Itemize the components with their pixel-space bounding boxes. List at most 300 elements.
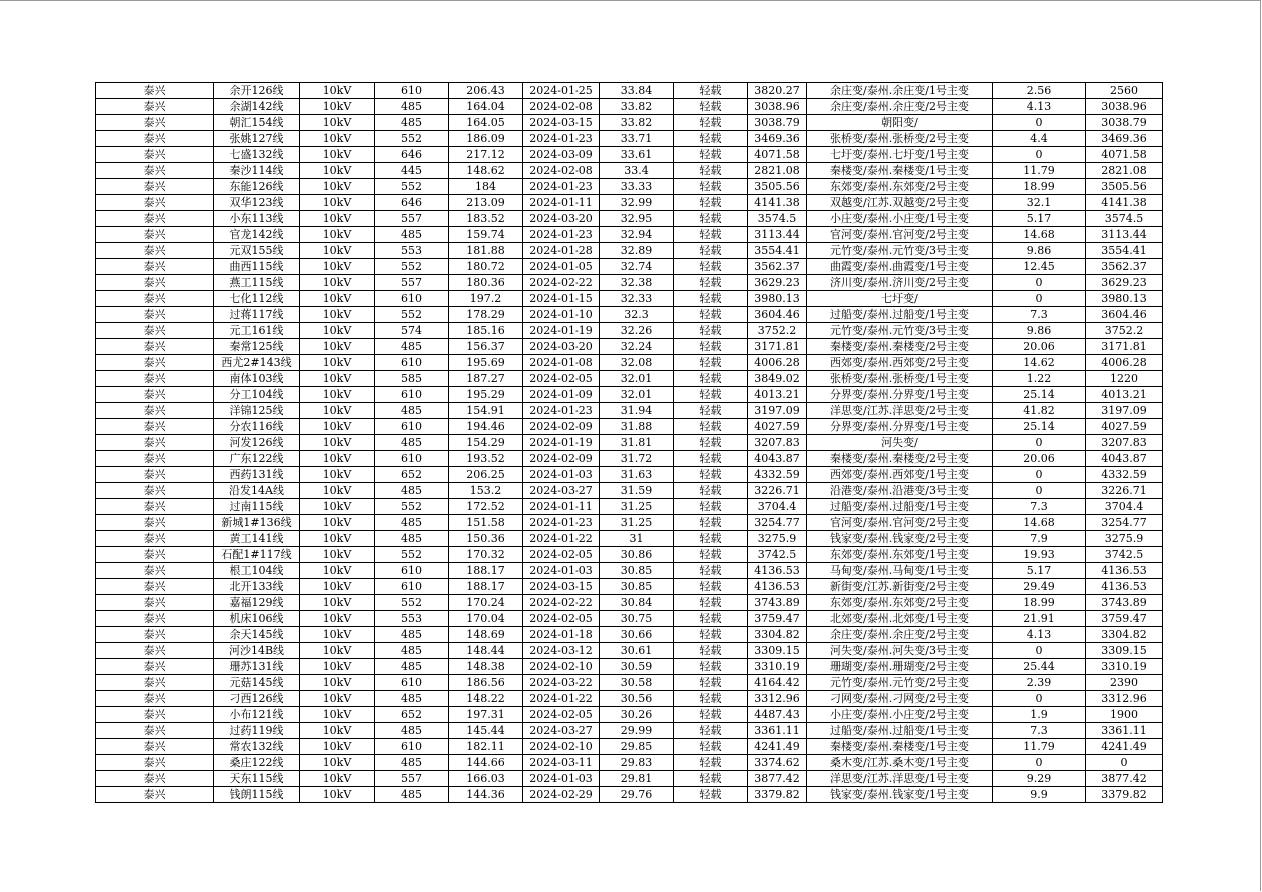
- line-name-cell: 分工104线: [214, 387, 300, 403]
- transformer-rate-cell: 18.99: [993, 595, 1086, 611]
- date-cell: 2024-01-28: [523, 243, 600, 259]
- load-cell: 148.38: [449, 659, 523, 675]
- region-cell: 泰兴: [96, 163, 214, 179]
- capacity-cell: 553: [375, 243, 449, 259]
- table-row: [96, 323, 1163, 339]
- voltage-cell: 10kV: [300, 339, 375, 355]
- remaining-cell: 3171.81: [748, 339, 807, 355]
- voltage-cell: 10kV: [300, 323, 375, 339]
- load-cell: 164.04: [449, 99, 523, 115]
- load-cell: 148.44: [449, 643, 523, 659]
- transformer-rate-cell: 12.45: [993, 259, 1086, 275]
- substation-cell: 张桥变/泰州.张桥变/2号主变: [807, 131, 993, 147]
- line-name-cell: 过药119线: [214, 723, 300, 739]
- table-row: [96, 131, 1163, 147]
- transformer-rate-cell: 0: [993, 115, 1086, 131]
- transformer-rate-cell: 0: [993, 691, 1086, 707]
- status-cell: 轻载: [674, 675, 748, 691]
- date-cell: 2024-01-11: [523, 499, 600, 515]
- transformer-rate-cell: 32.1: [993, 195, 1086, 211]
- remaining-cell: 4006.28: [748, 355, 807, 371]
- status-cell: 轻载: [674, 131, 748, 147]
- region-cell: 泰兴: [96, 83, 214, 99]
- transformer-rate-cell: 14.68: [993, 227, 1086, 243]
- transformer-rate-cell: 4.13: [993, 627, 1086, 643]
- transformer-rate-cell: 0: [993, 147, 1086, 163]
- load-cell: 182.11: [449, 739, 523, 755]
- capacity-cell: 610: [375, 675, 449, 691]
- capacity-cell: 485: [375, 627, 449, 643]
- voltage-cell: 10kV: [300, 467, 375, 483]
- remaining-cell: 3275.9: [748, 531, 807, 547]
- line-name-cell: 新城1#136线: [214, 515, 300, 531]
- date-cell: 2024-03-27: [523, 723, 600, 739]
- line-name-cell: 钱朗115线: [214, 787, 300, 803]
- voltage-cell: 10kV: [300, 163, 375, 179]
- remaining-cell: 3574.5: [748, 211, 807, 227]
- capacity-cell: 552: [375, 595, 449, 611]
- load-rate-cell: 32.95: [600, 211, 674, 227]
- transformer-rate-cell: 11.79: [993, 739, 1086, 755]
- substation-cell: 马甸变/泰州.马甸变/1号主变: [807, 563, 993, 579]
- voltage-cell: 10kV: [300, 659, 375, 675]
- load-rate-cell: 32.74: [600, 259, 674, 275]
- available-cell: 4071.58: [1086, 147, 1163, 163]
- status-cell: 轻载: [674, 371, 748, 387]
- load-cell: 206.43: [449, 83, 523, 99]
- status-cell: 轻载: [674, 227, 748, 243]
- substation-cell: 桑木变/江苏.桑木变/1号主变: [807, 755, 993, 771]
- available-cell: 3171.81: [1086, 339, 1163, 355]
- available-cell: 3197.09: [1086, 403, 1163, 419]
- date-cell: 2024-01-10: [523, 307, 600, 323]
- line-name-cell: 七盛132线: [214, 147, 300, 163]
- transformer-rate-cell: 2.56: [993, 83, 1086, 99]
- load-rate-cell: 31.72: [600, 451, 674, 467]
- table-row: [96, 435, 1163, 451]
- substation-cell: 分界变/泰州.分界变/1号主变: [807, 387, 993, 403]
- status-cell: 轻载: [674, 707, 748, 723]
- transformer-rate-cell: 14.62: [993, 355, 1086, 371]
- date-cell: 2024-02-08: [523, 163, 600, 179]
- region-cell: 泰兴: [96, 195, 214, 211]
- substation-cell: 过船变/泰州.过船变/1号主变: [807, 723, 993, 739]
- date-cell: 2024-03-11: [523, 755, 600, 771]
- available-cell: 3469.36: [1086, 131, 1163, 147]
- available-cell: 3980.13: [1086, 291, 1163, 307]
- region-cell: 泰兴: [96, 259, 214, 275]
- voltage-cell: 10kV: [300, 691, 375, 707]
- table-row: [96, 707, 1163, 723]
- date-cell: 2024-03-20: [523, 211, 600, 227]
- load-rate-cell: 32.08: [600, 355, 674, 371]
- available-cell: 2560: [1086, 83, 1163, 99]
- voltage-cell: 10kV: [300, 739, 375, 755]
- table-row: [96, 227, 1163, 243]
- voltage-cell: 10kV: [300, 355, 375, 371]
- available-cell: 3877.42: [1086, 771, 1163, 787]
- voltage-cell: 10kV: [300, 771, 375, 787]
- date-cell: 2024-01-11: [523, 195, 600, 211]
- voltage-cell: 10kV: [300, 227, 375, 243]
- date-cell: 2024-01-08: [523, 355, 600, 371]
- status-cell: 轻载: [674, 467, 748, 483]
- status-cell: 轻载: [674, 195, 748, 211]
- remaining-cell: 3849.02: [748, 371, 807, 387]
- line-name-cell: 洋锦125线: [214, 403, 300, 419]
- substation-cell: 西郊变/泰州.西郊变/2号主变: [807, 355, 993, 371]
- remaining-cell: 4013.21: [748, 387, 807, 403]
- voltage-cell: 10kV: [300, 419, 375, 435]
- voltage-cell: 10kV: [300, 531, 375, 547]
- voltage-cell: 10kV: [300, 259, 375, 275]
- region-cell: 泰兴: [96, 755, 214, 771]
- substation-cell: 七圩变/泰州.七圩变/1号主变: [807, 147, 993, 163]
- load-cell: 178.29: [449, 307, 523, 323]
- status-cell: 轻载: [674, 515, 748, 531]
- status-cell: 轻载: [674, 531, 748, 547]
- table-row: [96, 339, 1163, 355]
- table-row: [96, 259, 1163, 275]
- region-cell: 泰兴: [96, 339, 214, 355]
- transformer-rate-cell: 11.79: [993, 163, 1086, 179]
- load-cell: 170.04: [449, 611, 523, 627]
- substation-cell: 双越变/江苏.双越变/2号主变: [807, 195, 993, 211]
- transformer-rate-cell: 0: [993, 275, 1086, 291]
- region-cell: 泰兴: [96, 355, 214, 371]
- substation-cell: 秦楼变/泰州.秦楼变/1号主变: [807, 739, 993, 755]
- region-cell: 泰兴: [96, 739, 214, 755]
- voltage-cell: 10kV: [300, 547, 375, 563]
- region-cell: 泰兴: [96, 323, 214, 339]
- available-cell: 3226.71: [1086, 483, 1163, 499]
- substation-cell: 七圩变/: [807, 291, 993, 307]
- region-cell: 泰兴: [96, 547, 214, 563]
- available-cell: 3574.5: [1086, 211, 1163, 227]
- table-row: [96, 755, 1163, 771]
- transformer-rate-cell: 0: [993, 483, 1086, 499]
- remaining-cell: 3310.19: [748, 659, 807, 675]
- voltage-cell: 10kV: [300, 723, 375, 739]
- substation-cell: 东郊变/泰州.东郊变/1号主变: [807, 547, 993, 563]
- load-rate-cell: 30.86: [600, 547, 674, 563]
- table-row: [96, 83, 1163, 99]
- voltage-cell: 10kV: [300, 403, 375, 419]
- load-cell: 186.09: [449, 131, 523, 147]
- load-cell: 144.36: [449, 787, 523, 803]
- status-cell: 轻载: [674, 563, 748, 579]
- load-cell: 166.03: [449, 771, 523, 787]
- region-cell: 泰兴: [96, 243, 214, 259]
- substation-cell: 小庄变/泰州.小庄变/1号主变: [807, 211, 993, 227]
- date-cell: 2024-01-25: [523, 83, 600, 99]
- load-rate-cell: 32.33: [600, 291, 674, 307]
- capacity-cell: 485: [375, 643, 449, 659]
- region-cell: 泰兴: [96, 307, 214, 323]
- region-cell: 泰兴: [96, 483, 214, 499]
- available-cell: 3759.47: [1086, 611, 1163, 627]
- remaining-cell: 3759.47: [748, 611, 807, 627]
- capacity-cell: 485: [375, 659, 449, 675]
- status-cell: 轻载: [674, 435, 748, 451]
- transformer-rate-cell: 7.3: [993, 307, 1086, 323]
- date-cell: 2024-02-05: [523, 547, 600, 563]
- available-cell: 4136.53: [1086, 563, 1163, 579]
- date-cell: 2024-02-10: [523, 659, 600, 675]
- available-cell: 3254.77: [1086, 515, 1163, 531]
- transformer-rate-cell: 0: [993, 291, 1086, 307]
- capacity-cell: 553: [375, 611, 449, 627]
- capacity-cell: 610: [375, 579, 449, 595]
- substation-cell: 朝阳变/: [807, 115, 993, 131]
- remaining-cell: 3704.4: [748, 499, 807, 515]
- remaining-cell: 3374.62: [748, 755, 807, 771]
- load-rate-cell: 30.26: [600, 707, 674, 723]
- capacity-cell: 552: [375, 547, 449, 563]
- load-rate-cell: 30.66: [600, 627, 674, 643]
- line-name-cell: 东能126线: [214, 179, 300, 195]
- load-cell: 159.74: [449, 227, 523, 243]
- available-cell: 4141.38: [1086, 195, 1163, 211]
- line-name-cell: 刁西126线: [214, 691, 300, 707]
- line-name-cell: 小东113线: [214, 211, 300, 227]
- table-body: [96, 83, 1163, 803]
- line-name-cell: 余天145线: [214, 627, 300, 643]
- region-cell: 泰兴: [96, 291, 214, 307]
- date-cell: 2024-03-27: [523, 483, 600, 499]
- capacity-cell: 646: [375, 195, 449, 211]
- transformer-rate-cell: 20.06: [993, 451, 1086, 467]
- date-cell: 2024-01-03: [523, 563, 600, 579]
- voltage-cell: 10kV: [300, 371, 375, 387]
- load-cell: 151.58: [449, 515, 523, 531]
- table-row: [96, 787, 1163, 803]
- status-cell: 轻载: [674, 755, 748, 771]
- table-row: [96, 579, 1163, 595]
- table-row: [96, 467, 1163, 483]
- region-cell: 泰兴: [96, 179, 214, 195]
- load-rate-cell: 31.59: [600, 483, 674, 499]
- table-row: [96, 115, 1163, 131]
- remaining-cell: 3113.44: [748, 227, 807, 243]
- substation-cell: 钱家变/泰州.钱家变/1号主变: [807, 787, 993, 803]
- substation-cell: 东郊变/泰州.东郊变/2号主变: [807, 179, 993, 195]
- transformer-rate-cell: 25.14: [993, 387, 1086, 403]
- line-name-cell: 根工104线: [214, 563, 300, 579]
- capacity-cell: 485: [375, 531, 449, 547]
- available-cell: 3742.5: [1086, 547, 1163, 563]
- transformer-rate-cell: 9.29: [993, 771, 1086, 787]
- available-cell: 2821.08: [1086, 163, 1163, 179]
- line-name-cell: 张姚127线: [214, 131, 300, 147]
- line-name-cell: 河发126线: [214, 435, 300, 451]
- date-cell: 2024-01-23: [523, 403, 600, 419]
- transformer-rate-cell: 0: [993, 643, 1086, 659]
- load-cell: 194.46: [449, 419, 523, 435]
- load-cell: 206.25: [449, 467, 523, 483]
- load-rate-cell: 32.26: [600, 323, 674, 339]
- voltage-cell: 10kV: [300, 99, 375, 115]
- remaining-cell: 3980.13: [748, 291, 807, 307]
- status-cell: 轻载: [674, 339, 748, 355]
- date-cell: 2024-01-03: [523, 771, 600, 787]
- voltage-cell: 10kV: [300, 147, 375, 163]
- region-cell: 泰兴: [96, 435, 214, 451]
- status-cell: 轻载: [674, 691, 748, 707]
- date-cell: 2024-01-18: [523, 627, 600, 643]
- capacity-cell: 485: [375, 227, 449, 243]
- load-cell: 145.44: [449, 723, 523, 739]
- load-rate-cell: 33.71: [600, 131, 674, 147]
- date-cell: 2024-01-09: [523, 387, 600, 403]
- region-cell: 泰兴: [96, 691, 214, 707]
- substation-cell: 钱家变/泰州.钱家变/2号主变: [807, 531, 993, 547]
- date-cell: 2024-02-08: [523, 99, 600, 115]
- available-cell: 1900: [1086, 707, 1163, 723]
- status-cell: 轻载: [674, 659, 748, 675]
- remaining-cell: 3038.96: [748, 99, 807, 115]
- load-rate-cell: 30.56: [600, 691, 674, 707]
- voltage-cell: 10kV: [300, 195, 375, 211]
- line-name-cell: 小布121线: [214, 707, 300, 723]
- capacity-cell: 552: [375, 131, 449, 147]
- available-cell: 3704.4: [1086, 499, 1163, 515]
- substation-cell: 新街变/江苏.新街变/2号主变: [807, 579, 993, 595]
- load-cell: 193.52: [449, 451, 523, 467]
- available-cell: 3752.2: [1086, 323, 1163, 339]
- line-name-cell: 常农132线: [214, 739, 300, 755]
- capacity-cell: 552: [375, 259, 449, 275]
- voltage-cell: 10kV: [300, 675, 375, 691]
- status-cell: 轻载: [674, 483, 748, 499]
- status-cell: 轻载: [674, 147, 748, 163]
- status-cell: 轻载: [674, 643, 748, 659]
- capacity-cell: 652: [375, 707, 449, 723]
- available-cell: 4027.59: [1086, 419, 1163, 435]
- load-rate-cell: 33.61: [600, 147, 674, 163]
- capacity-cell: 485: [375, 339, 449, 355]
- transformer-rate-cell: 7.9: [993, 531, 1086, 547]
- load-cell: 185.16: [449, 323, 523, 339]
- load-cell: 213.09: [449, 195, 523, 211]
- substation-cell: 余庄变/泰州.余庄变/2号主变: [807, 99, 993, 115]
- region-cell: 泰兴: [96, 499, 214, 515]
- region-cell: 泰兴: [96, 643, 214, 659]
- transformer-rate-cell: 0: [993, 467, 1086, 483]
- load-cell: 148.62: [449, 163, 523, 179]
- line-name-cell: 西尤2#143线: [214, 355, 300, 371]
- substation-cell: 官河变/泰州.官河变/2号主变: [807, 227, 993, 243]
- remaining-cell: 3309.15: [748, 643, 807, 659]
- status-cell: 轻载: [674, 611, 748, 627]
- table-row: [96, 643, 1163, 659]
- remaining-cell: 3604.46: [748, 307, 807, 323]
- transformer-rate-cell: 0: [993, 435, 1086, 451]
- remaining-cell: 3304.82: [748, 627, 807, 643]
- available-cell: 4043.87: [1086, 451, 1163, 467]
- remaining-cell: 3254.77: [748, 515, 807, 531]
- load-rate-cell: 33.4: [600, 163, 674, 179]
- load-rate-cell: 30.84: [600, 595, 674, 611]
- line-name-cell: 石配1#117线: [214, 547, 300, 563]
- remaining-cell: 3226.71: [748, 483, 807, 499]
- substation-cell: 河失变/泰州.河失变/3号主变: [807, 643, 993, 659]
- table-row: [96, 291, 1163, 307]
- capacity-cell: 552: [375, 499, 449, 515]
- region-cell: 泰兴: [96, 659, 214, 675]
- load-rate-cell: 33.84: [600, 83, 674, 99]
- date-cell: 2024-02-09: [523, 451, 600, 467]
- available-cell: 3379.82: [1086, 787, 1163, 803]
- status-cell: 轻载: [674, 771, 748, 787]
- line-name-cell: 秦常125线: [214, 339, 300, 355]
- load-rate-cell: 29.81: [600, 771, 674, 787]
- voltage-cell: 10kV: [300, 579, 375, 595]
- table-row: [96, 691, 1163, 707]
- capacity-cell: 557: [375, 211, 449, 227]
- load-rate-cell: 32.38: [600, 275, 674, 291]
- status-cell: 轻载: [674, 211, 748, 227]
- capacity-cell: 610: [375, 739, 449, 755]
- table-row: [96, 483, 1163, 499]
- capacity-cell: 610: [375, 291, 449, 307]
- region-cell: 泰兴: [96, 707, 214, 723]
- status-cell: 轻载: [674, 739, 748, 755]
- substation-cell: 过船变/泰州.过船变/1号主变: [807, 307, 993, 323]
- load-cell: 153.2: [449, 483, 523, 499]
- load-rate-cell: 31.88: [600, 419, 674, 435]
- date-cell: 2024-02-22: [523, 275, 600, 291]
- load-rate-cell: 32.99: [600, 195, 674, 211]
- remaining-cell: 3361.11: [748, 723, 807, 739]
- status-cell: 轻载: [674, 179, 748, 195]
- remaining-cell: 4136.53: [748, 579, 807, 595]
- load-cell: 150.36: [449, 531, 523, 547]
- status-cell: 轻载: [674, 787, 748, 803]
- status-cell: 轻载: [674, 99, 748, 115]
- substation-cell: 洋思变/江苏.洋思变/2号主变: [807, 403, 993, 419]
- capacity-cell: 610: [375, 83, 449, 99]
- load-cell: 187.27: [449, 371, 523, 387]
- substation-cell: 小庄变/泰州.小庄变/2号主变: [807, 707, 993, 723]
- date-cell: 2024-02-09: [523, 419, 600, 435]
- line-name-cell: 沿发14A线: [214, 483, 300, 499]
- region-cell: 泰兴: [96, 99, 214, 115]
- load-cell: 172.52: [449, 499, 523, 515]
- load-cell: 197.31: [449, 707, 523, 723]
- table-row: [96, 499, 1163, 515]
- load-rate-cell: 32.94: [600, 227, 674, 243]
- status-cell: 轻载: [674, 307, 748, 323]
- table-row: [96, 659, 1163, 675]
- substation-cell: 元竹变/泰州.元竹变/2号主变: [807, 675, 993, 691]
- remaining-cell: 3743.89: [748, 595, 807, 611]
- transformer-rate-cell: 7.3: [993, 499, 1086, 515]
- date-cell: 2024-01-19: [523, 323, 600, 339]
- transformer-rate-cell: 1.22: [993, 371, 1086, 387]
- line-name-cell: 机床106线: [214, 611, 300, 627]
- region-cell: 泰兴: [96, 115, 214, 131]
- table-row: [96, 419, 1163, 435]
- available-cell: 4332.59: [1086, 467, 1163, 483]
- status-cell: 轻载: [674, 547, 748, 563]
- substation-cell: 分界变/泰州.分界变/1号主变: [807, 419, 993, 435]
- voltage-cell: 10kV: [300, 563, 375, 579]
- date-cell: 2024-01-23: [523, 515, 600, 531]
- transformer-rate-cell: 41.82: [993, 403, 1086, 419]
- table-row: [96, 531, 1163, 547]
- table-row: [96, 211, 1163, 227]
